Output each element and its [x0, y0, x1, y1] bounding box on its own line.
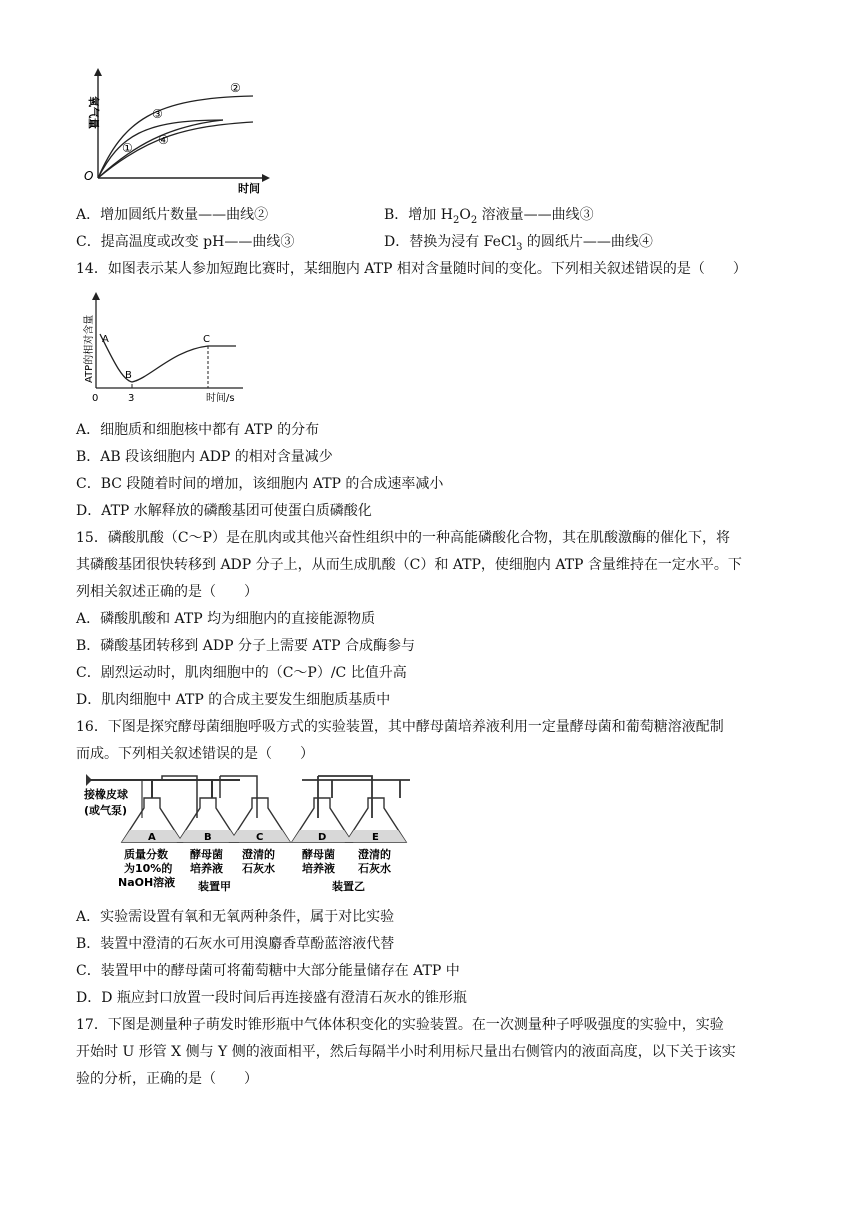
flask-letter-d: D: [318, 832, 327, 843]
tubing-set-2: [302, 776, 410, 818]
label-d-2: 培养液: [302, 862, 335, 875]
figure-14-atp-curve: [78, 288, 258, 408]
pump-arrow: [86, 774, 92, 786]
q16-option-a: A．实验需设置有氧和无氧两种条件，属于对比实验: [76, 909, 395, 925]
curve-3: [98, 120, 223, 178]
curve-label-3: ③: [152, 107, 163, 121]
point-a-label: A: [102, 334, 109, 345]
q13-option-d: [384, 233, 653, 251]
q14-option-b: B．AB 段该细胞内 ADP 的相对含量减少: [76, 449, 333, 465]
liquid-fills: [122, 830, 406, 842]
q16-option-b: B．装置中澄清的石灰水可用溴麝香草酚蓝溶液代替: [76, 936, 395, 952]
figure-13-oxygen-curves: [78, 66, 278, 196]
flask-letter-b: B: [204, 832, 212, 843]
q15-option-c: C．剧烈运动时，肌肉细胞中的（C～P）/C 比值升高: [76, 665, 407, 681]
label-b-1: 酵母菌: [190, 848, 223, 861]
q13-b-sub-1: 2: [452, 214, 460, 226]
x-axis-label: 时间/s: [206, 393, 235, 404]
point-b-label: B: [125, 370, 132, 381]
label-c-2: 石灰水: [242, 862, 275, 875]
label-d-1: 酵母菌: [302, 848, 335, 861]
pump-label-2: (或气泵): [84, 804, 128, 817]
q17-stem-line-1: 17．下图是测量种子萌发时锥形瓶中气体体积变化的实验装置。在一次测量种子呼吸强度的实验中，实验: [76, 1017, 724, 1033]
label-e-1: 澄清的: [358, 848, 391, 861]
x-axis-arrow: [262, 174, 270, 182]
q13-option-c: C．提高温度或改变 pH——曲线③: [76, 234, 295, 250]
flask-letter-a: A: [148, 832, 156, 843]
flask-letter-c: C: [256, 832, 264, 843]
atp-curve: [100, 334, 236, 382]
q17-stem-line-3: 验的分析，正确的是（ ）: [76, 1071, 258, 1087]
q13-b-text-3: 溶液量——曲线③: [477, 207, 594, 223]
x-axis-label: 时间: [238, 182, 260, 195]
q15-stem-line-1: 15．磷酸肌酸（C～P）是在肌肉或其他兴奋性组织中的一种高能磷酸化合物，其在肌酸激酶的催化下，将: [76, 530, 730, 546]
y-axis-arrow: [92, 292, 100, 300]
origin-label: O: [84, 169, 94, 183]
label-b-2: 培养液: [190, 862, 223, 875]
y-axis-label: ATP的相对含量: [84, 314, 95, 383]
q14-option-a: A．细胞质和细胞核中都有 ATP 的分布: [76, 422, 320, 438]
q17-stem-line-2: 开始时 U 形管 X 侧与 Y 侧的液面相平，然后每隔半小时利用标尺量出右侧管内的液面高度，以下关于该实: [76, 1044, 736, 1060]
flask-letter-e: E: [372, 832, 379, 843]
q13-b-text-1: B．增加 H: [384, 207, 453, 223]
set-label-2: 装置乙: [332, 880, 365, 893]
q14-option-c: C．BC 段随着时间的增加，该细胞内 ATP 的合成速率减小: [76, 476, 444, 492]
q14-stem: 14．如图表示某人参加短跑比赛时，某细胞内 ATP 相对含量随时间的变化。下列相关叙述错误的是（ ）: [76, 261, 747, 277]
q13-d-sub: 3: [516, 241, 523, 253]
tick-3-label: 3: [128, 393, 135, 404]
set-label-1: 装置甲: [198, 880, 231, 893]
curve-label-2: ②: [230, 81, 241, 95]
y-axis-label: 氧气量: [87, 96, 100, 129]
y-axis-arrow: [94, 68, 102, 76]
q13-d-text-1: D．替换为浸有 FeCl: [384, 234, 517, 250]
label-a-1: 质量分数: [124, 848, 168, 861]
label-a-3: NaOH溶液: [118, 876, 176, 889]
q15-option-a: A．磷酸肌酸和 ATP 均为细胞内的直接能源物质: [76, 611, 376, 627]
label-c-1: 澄清的: [242, 848, 275, 861]
q15-stem-line-3: 列相关叙述正确的是（ ）: [76, 584, 258, 600]
q13-d-text-2: 的圆纸片——曲线④: [522, 234, 653, 250]
curve-label-4: ④: [158, 133, 169, 147]
q13-b-text-2: O: [459, 207, 471, 223]
q16-option-d: D．D 瓶应封口放置一段时间后再连接盛有澄清石灰水的锥形瓶: [76, 990, 467, 1006]
q15-stem-line-2: 其磷酸基团很快转移到 ADP 分子上，从而生成肌酸（C）和 ATP，使细胞内 ATP 含量维持在一定水平。下: [76, 557, 742, 573]
q13-option-b: [384, 206, 594, 224]
label-e-2: 石灰水: [358, 862, 391, 875]
point-c-label: C: [203, 334, 210, 345]
q15-option-b: B．磷酸基团转移到 ADP 分子上需要 ATP 合成酶参与: [76, 638, 415, 654]
q15-option-d: D．肌肉细胞中 ATP 的合成主要发生细胞质基质中: [76, 692, 391, 708]
q14-option-d: D．ATP 水解释放的磷酸基团可使蛋白质磷酸化: [76, 503, 372, 519]
q16-stem-line-2: 而成。下列相关叙述错误的是（ ）: [76, 746, 314, 762]
pump-label-1: 接橡皮球: [84, 788, 128, 801]
q16-stem-line-1: 16．下图是探究酵母菌细胞呼吸方式的实验装置，其中酵母菌培养液利用一定量酵母菌和葡萄糖溶液配制: [76, 719, 724, 735]
q16-option-c: C．装置甲中的酵母菌可将葡萄糖中大部分能量储存在 ATP 中: [76, 963, 460, 979]
label-a-2: 为10%的: [124, 862, 173, 875]
figure-16-yeast-apparatus: [80, 770, 420, 898]
q13-b-sub-2: 2: [470, 214, 478, 226]
curve-label-1: ①: [122, 141, 133, 155]
tick-0-label: 0: [92, 393, 99, 404]
q13-option-a: A．增加圆纸片数量——曲线②: [76, 207, 269, 223]
curve-2: [98, 96, 253, 178]
